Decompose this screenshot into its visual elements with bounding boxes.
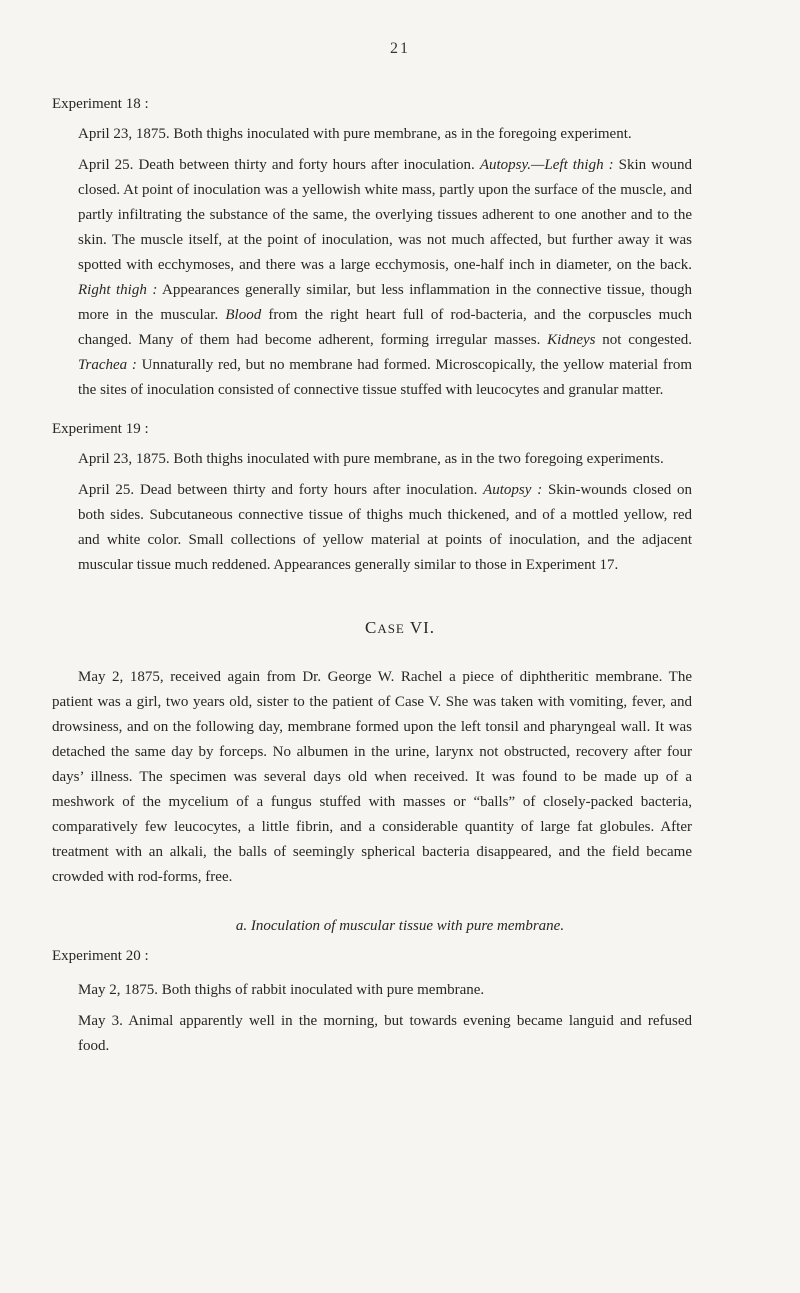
experiment-20-paragraph-1: May 2, 1875. Both thighs of rabbit inoculated with pure membrane. (78, 982, 485, 998)
page-content (0, 92, 800, 1059)
experiment-19-heading: Experiment 19 : (52, 421, 149, 437)
experiment-18-paragraph-1: April 23, 1875. Both thighs inoculated with pure membrane, as in the foregoing experiment. (78, 126, 632, 142)
kidneys-label: Kidneys (547, 332, 596, 348)
section-subheading: a. Inoculation of muscular tissue with pure membrane. (235, 918, 565, 934)
autopsy-label: Autopsy.—Left thigh : (479, 157, 614, 173)
trachea-label: Trachea : (78, 357, 137, 373)
experiment-18-paragraph-2: April 25. Death between thirty and forty hours after inoculation. Autopsy.—Left thigh : Skin wound closed. At point of inoculation was a yellowish white mass, partly upon the surface of the muscle, and partly infiltrating the substance of the same, the overlying tissues adherent to one another and to the skin. The muscle itself, at the point of inoculation, was not much affected, but further away it was spotted with ecchymoses, and there was a large ecchymosis, one-half inch in diameter, on the back. Right thigh : Appearances generally similar, but less inflammation in the connective tissue, though more in the muscular. Blood from the right heart full of rod-bacteria, and the corpuscles much changed. Many of them had become adherent, forming irregular masses. Kidneys not congested. Trachea : Unnaturally red, but no membrane had formed. Microscopically, the yellow material from the sites of inoculation consisted of connective tissue stuffed with leucocytes and granular matter. (78, 157, 693, 398)
case-paragraph: May 2, 1875, received again from Dr. George W. Rachel a piece of diphtheritic membrane. The patient was a girl, two years old, sister to the patient of Case V. She was taken with vomiting, fever, and drowsiness, and on the following day, membrane formed upon the left tonsil and pharyngeal wall. It was detached the same day by forceps. No albumen in the urine, larynx not obstructed, recovery after four days’ illness. The specimen was several days old when received. It was found to be made up of a meshwork of the mycelium of a fungus stuffed with masses or “balls” of closely-packed bacteria, comparatively few leucocytes, a little fibrin, and a considerable quantity of large fat globules. After treatment with an alkali, the balls of seemingly spherical bacteria disappeared, and the field became crowded with rod-forms, free. (52, 669, 692, 885)
experiment-20-paragraph-2: May 3. Animal apparently well in the morning, but towards evening became languid and refused food. (78, 1013, 692, 1054)
experiment-19-paragraph-2: April 25. Dead between thirty and forty hours after inoculation. Autopsy : Skin-wounds closed on both sides. Subcutaneous connective tissue of thighs much thickened, and of a mottled yellow, red and white color. Small collections of yellow material at points of inoculation, and the adjacent muscular tissue much reddened. Appearances generally similar to those in Experiment 17. (78, 482, 692, 573)
page-number: 21 (390, 40, 410, 57)
blood-label: Blood (225, 307, 262, 323)
experiment-20-heading: Experiment 20 : (52, 948, 149, 964)
right-thigh-label: Right thigh : (78, 282, 158, 298)
autopsy-label: Autopsy : (483, 482, 543, 498)
case-title: CASE VI. (364, 618, 436, 637)
experiment-18-heading: Experiment 18 : (52, 96, 149, 112)
experiment-19-paragraph-1: April 23, 1875. Both thighs inoculated with pure membrane, as in the two foregoing experiments. (78, 451, 664, 467)
